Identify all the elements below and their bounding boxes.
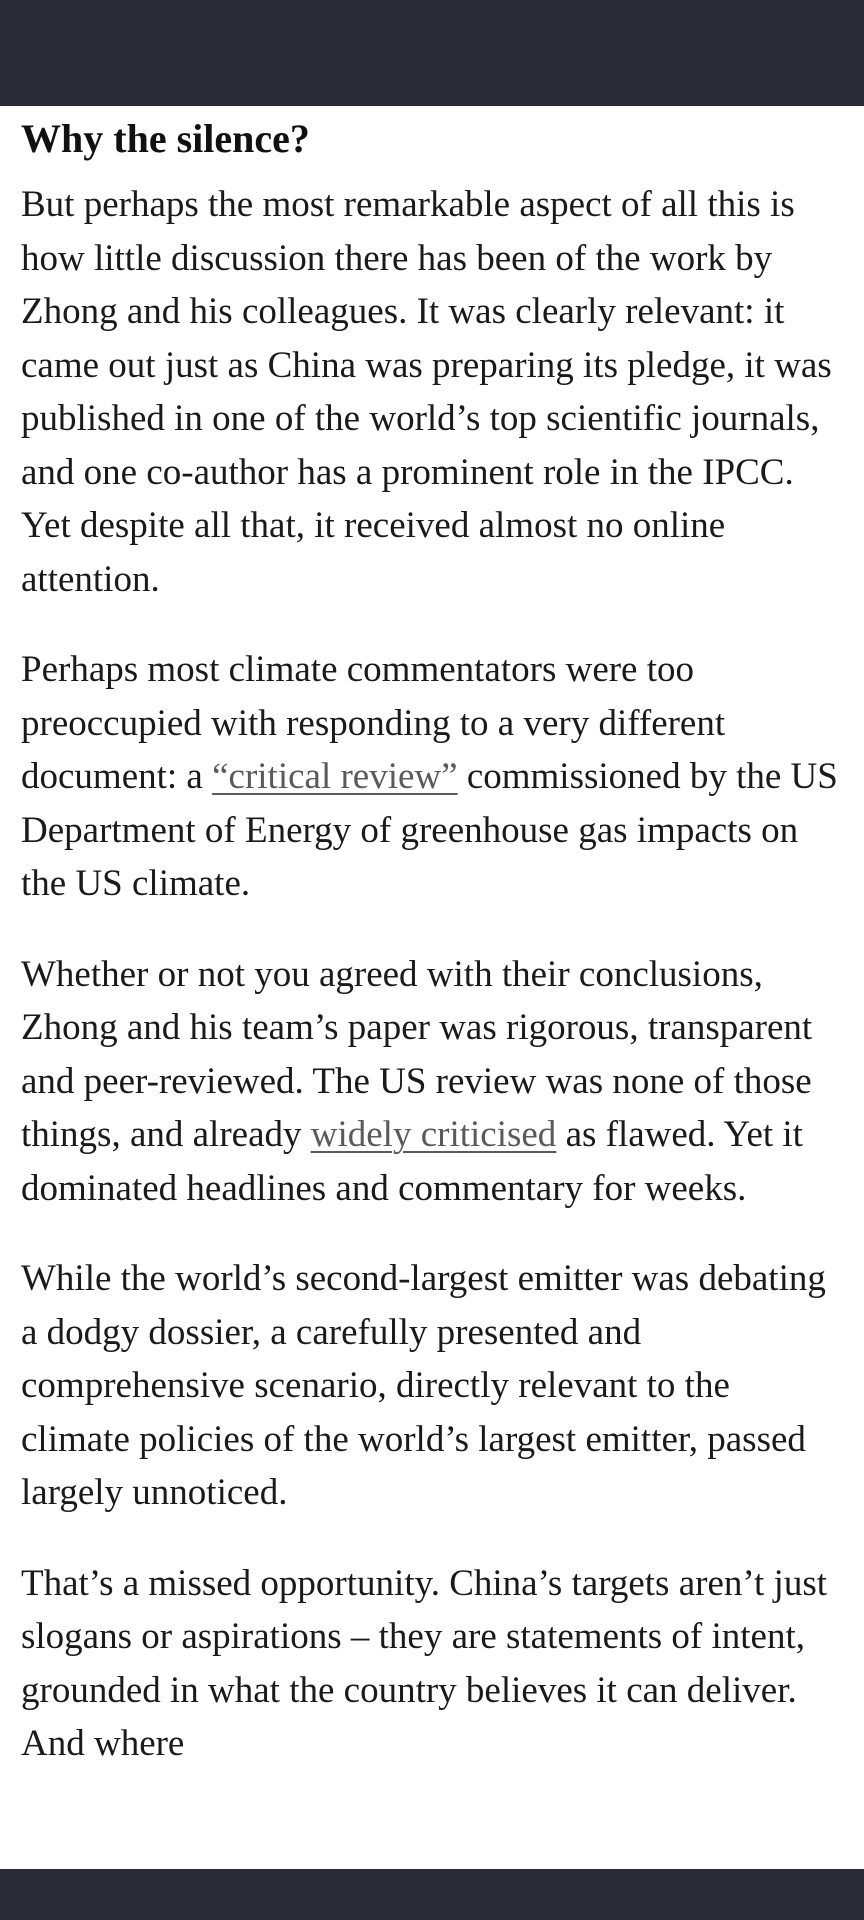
paragraph-3 xyxy=(21,948,843,1216)
paragraph-5: That’s a missed opportunity. China’s targets aren’t just slogans or aspirations – they are statements of intent, grounded in what the country believes it can deliver. And where xyxy=(21,1562,828,1764)
bottom-bar xyxy=(0,1869,864,1920)
critical-review-link[interactable]: “critical review” xyxy=(212,756,458,797)
paragraph-2-text-a: Perhaps most climate commentators were too preoccupied with responding to a very different document: a xyxy=(21,649,726,797)
paragraph-4: While the world’s second-largest emitter was debating a dodgy dossier, a carefully presented and comprehensive scenario, directly relevant to the climate policies of the world’s largest emitter, passed largely unnoticed. xyxy=(21,1258,826,1513)
widely-criticised-link[interactable]: widely criticised xyxy=(310,1114,557,1155)
paragraph-1: But perhaps the most remarkable aspect of all this is how little discussion there has been of the work by Zhong and his colleagues. It was clearly relevant: it came out just as China was preparing its pledge, it was published in one of the world’s top scientific journals, and one co-author has a prominent role in the IPCC. Yet despite all that, it received almost no online attention. xyxy=(21,184,832,600)
article-body xyxy=(0,106,864,1771)
article-content xyxy=(0,106,864,1869)
paragraph-2-text-b: commissioned by the US Department of Energy of greenhouse gas impacts on the US climate. xyxy=(21,756,838,904)
paragraph-3-text-a: Whether or not you agreed with their conclusions, Zhong and his team’s paper was rigorous, transparent and peer-reviewed. The US review was none of those things, and already xyxy=(21,953,813,1155)
top-bar xyxy=(0,0,864,106)
paragraph-3-text-b: as flawed. Yet it dominated headlines and commentary for weeks. xyxy=(21,1114,803,1209)
section-heading: Why the silence? xyxy=(21,116,310,161)
paragraph-2 xyxy=(21,643,843,911)
